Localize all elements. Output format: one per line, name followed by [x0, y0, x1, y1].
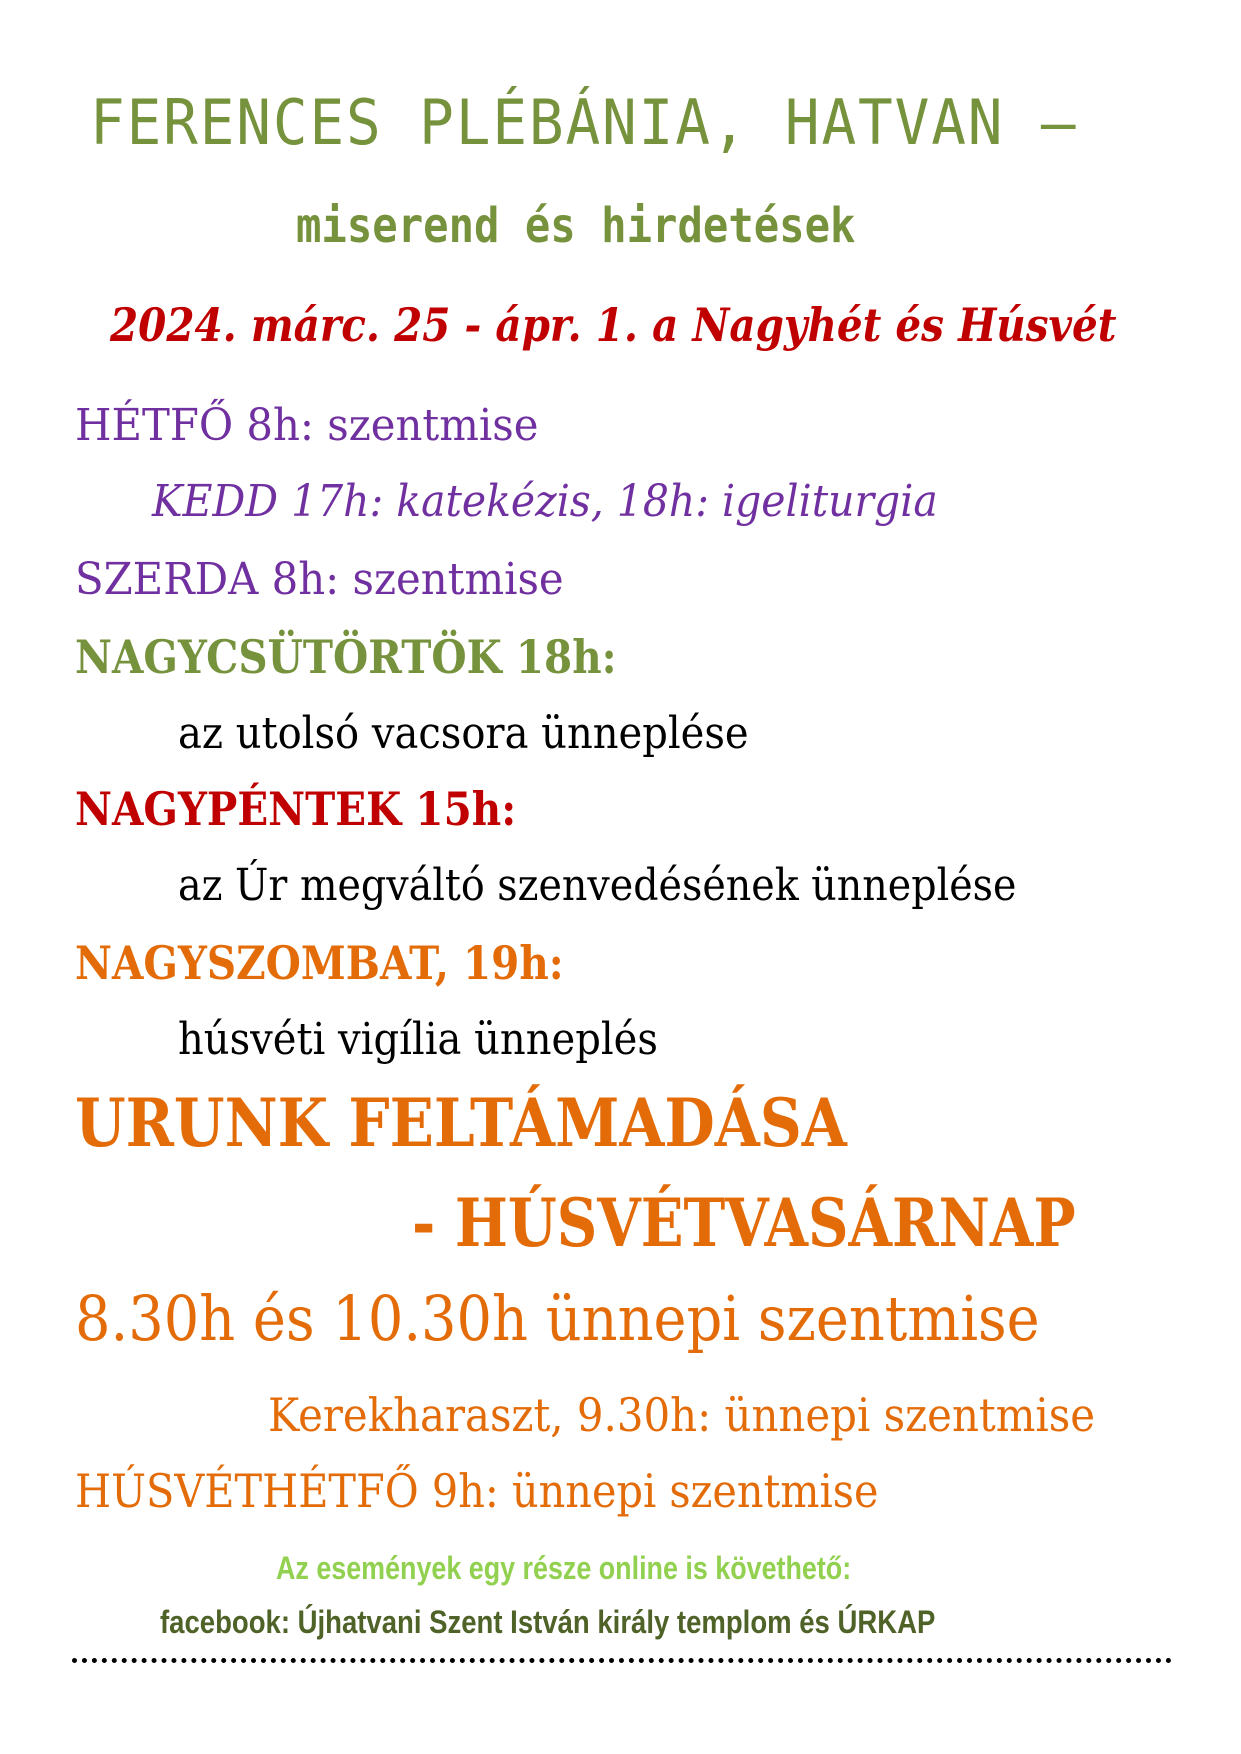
easter-monday-line	[75, 1464, 879, 1518]
holy-thursday-time: 18h:	[501, 630, 617, 684]
date-range: 2024. márc. 25 - ápr. 1. a Nagyhét és Húsvét	[110, 298, 1117, 352]
dotted-divider	[72, 1658, 1172, 1663]
wednesday-line	[75, 554, 564, 605]
online-note: Az események egy része online is követhető:	[276, 1550, 852, 1586]
easter-sunday-title-line1: URUNK FELTÁMADÁSA	[75, 1084, 847, 1162]
easter-sunday-masses: 8.30h és 10.30h ünnepi szentmise	[75, 1282, 1040, 1355]
good-friday-day: NAGYPÉNTEK	[75, 782, 402, 836]
holy-thursday-heading	[75, 630, 617, 684]
wednesday-details: 8h: szentmise	[258, 554, 564, 605]
holy-thursday-day: NAGYCSÜTÖRTÖK	[75, 630, 502, 684]
monday-line	[75, 400, 539, 451]
good-friday-heading	[75, 782, 517, 836]
holy-saturday-heading	[75, 936, 564, 990]
monday-details: 8h: szentmise	[233, 400, 539, 451]
easter-sunday-title-line2: - HÚSVÉTVASÁRNAP	[412, 1184, 1076, 1262]
holy-saturday-time: , 19h:	[434, 936, 564, 990]
good-friday-description: az Úr megváltó szenvedésének ünneplése	[178, 860, 1017, 911]
easter-monday-details: 9h: ünnepi szentmise	[418, 1464, 879, 1518]
page-title: FERENCES PLÉBÁNIA, HATVAN –	[90, 86, 1078, 159]
wednesday-day: SZERDA	[75, 554, 259, 605]
holy-saturday-day: NAGYSZOMBAT	[75, 936, 435, 990]
page-subtitle: miserend és hirdetések	[296, 198, 856, 254]
easter-monday-day: HÚSVÉTHÉTFŐ	[75, 1464, 419, 1518]
good-friday-time: 15h:	[401, 782, 517, 836]
monday-day: HÉTFŐ	[75, 400, 234, 451]
tuesday-line: KEDD 17h: katekézis, 18h: igeliturgia	[152, 476, 938, 527]
holy-thursday-description: az utolsó vacsora ünneplése	[178, 708, 749, 759]
kerekharaszt-mass: Kerekharaszt, 9.30h: ünnepi szentmise	[268, 1388, 1096, 1442]
holy-saturday-description: húsvéti vigília ünneplés	[178, 1014, 658, 1065]
facebook-link[interactable]: facebook: Újhatvani Szent István király templom és ÚRKAP	[160, 1604, 936, 1640]
